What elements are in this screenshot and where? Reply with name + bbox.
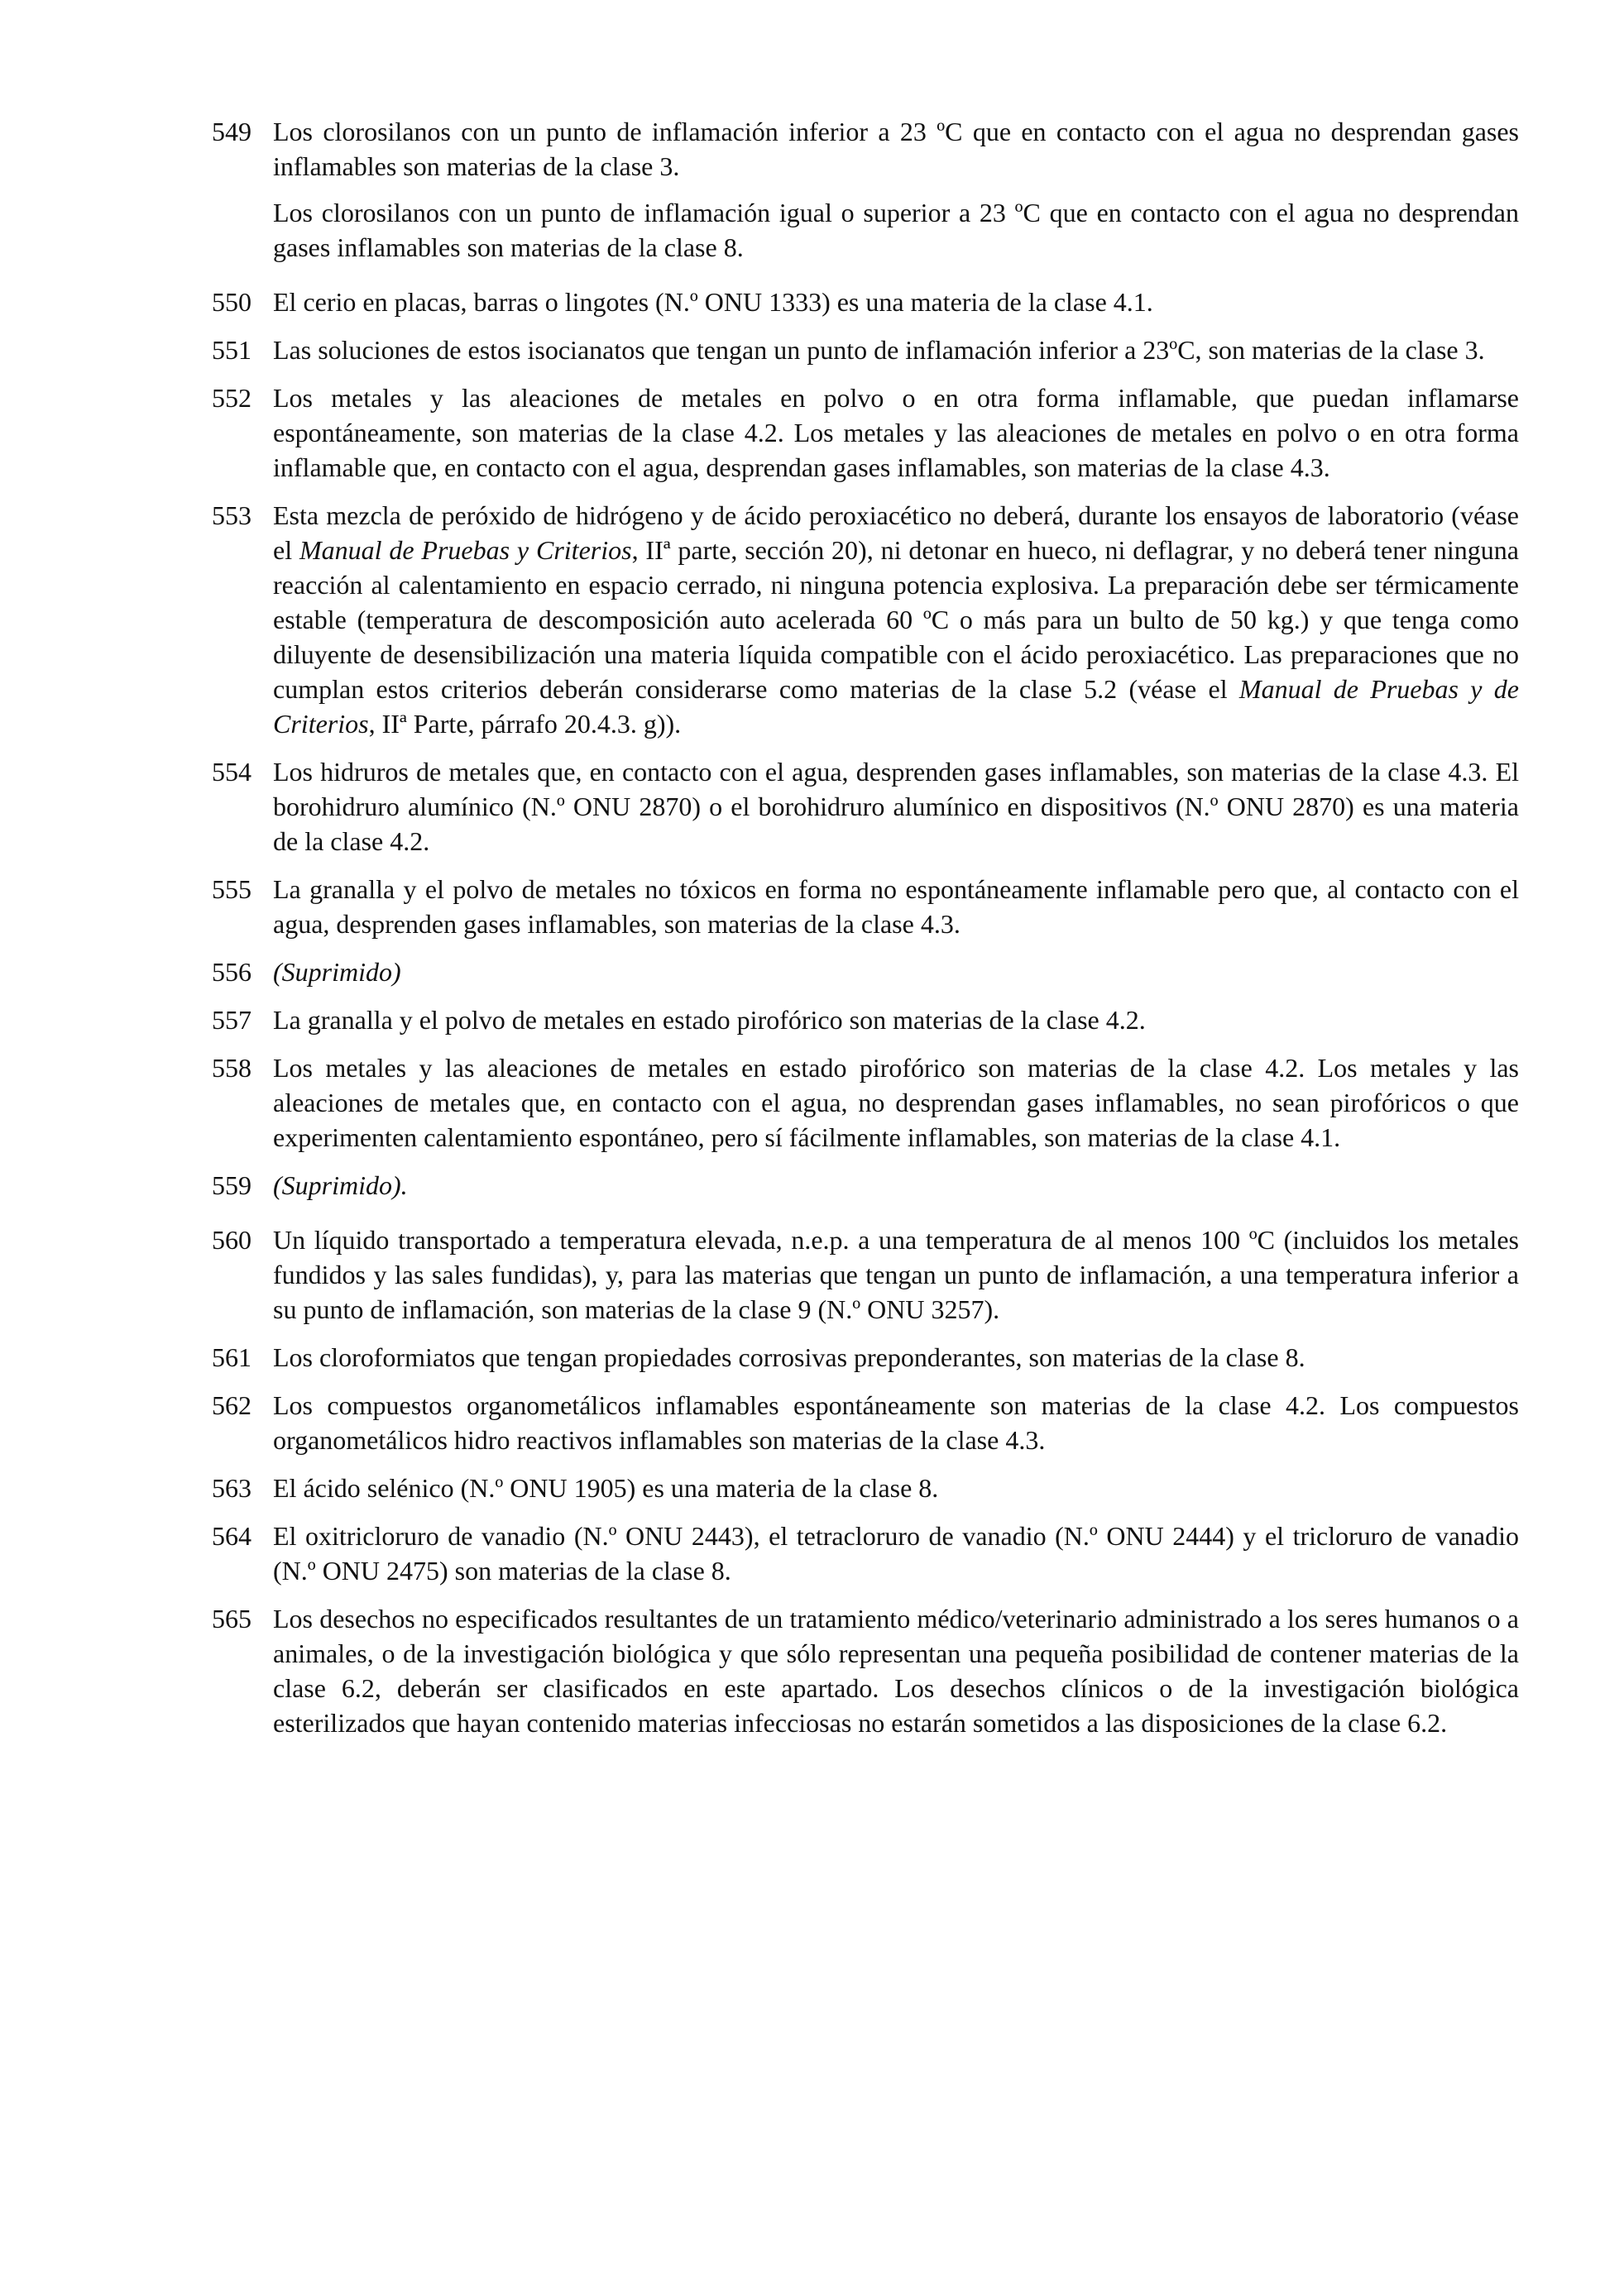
paragraph-text: La granalla y el polvo de metales no tóxicos en forma no espontáneamente inflamable pero que, al contacto con el agua, desprenden gases inflamables, son materias de la clase 4.3.: [273, 874, 1519, 939]
provision-paragraph: [273, 380, 1519, 485]
provision-number: 556: [212, 957, 252, 987]
provision-number: 561: [212, 1342, 252, 1372]
provision-556: [212, 954, 1519, 989]
provision-number: 554: [212, 757, 252, 787]
paragraph-text: Los desechos no especificados resultantes de un tratamiento médico/veterinario administrado a los seres humanos o a animales, o de la investigación biológica y que sólo representan una pequeña posibilidad de contener materias de la clase 6.2, deberán ser clasificados en este apartado. Los desechos clínicos o de la investigación biológica esterilizados que hayan contenido materias infecciosas no estarán sometidos a las disposiciones de la clase 6.2.: [273, 1604, 1519, 1738]
italic-text: (Suprimido).: [273, 1170, 408, 1200]
provision-550: [212, 285, 1519, 319]
provision-553: [212, 498, 1519, 741]
provision-number: 553: [212, 500, 252, 530]
provision-paragraph: [273, 285, 1519, 319]
paragraph-text: Un líquido transportado a temperatura elevada, n.e.p. a una temperatura de al menos 100 ºC (incluidos los metales fundidos y las sales fundidas), y, para las materias que tengan un punto de inflamación, a una temperatura inferior a su punto de inflamación, son materias de la clase 9 (N.º ONU 3257).: [273, 1225, 1519, 1324]
provision-552: [212, 380, 1519, 485]
provision-paragraph: [273, 1519, 1519, 1588]
provision-557: [212, 1002, 1519, 1037]
provision-562: [212, 1388, 1519, 1457]
paragraph-text: Los hidruros de metales que, en contacto con el agua, desprenden gases inflamables, son materias de la clase 4.3. El borohidruro alumínico (N.º ONU 2870) o el borohidruro alumínico en dispositivos (N.º ONU 2870) es una materia de la clase 4.2.: [273, 757, 1519, 856]
paragraph-text: Los clorosilanos con un punto de inflamación igual o superior a 23 ºC que en contacto con el agua no desprendan gases inflamables son materias de la clase 8.: [273, 198, 1519, 262]
paragraph-text: Los clorosilanos con un punto de inflamación inferior a 23 ºC que en contacto con el agua no desprendan gases inflamables son materias de la clase 3.: [273, 117, 1519, 181]
paragraph-text: Las soluciones de estos isocianatos que tengan un punto de inflamación inferior a 23ºC, son materias de la clase 3.: [273, 335, 1485, 365]
provision-paragraph: [273, 498, 1519, 741]
provision-paragraph: [273, 1471, 1519, 1505]
provision-number: 549: [212, 117, 252, 146]
provision-number: 550: [212, 287, 252, 317]
italic-text: Manual de Pruebas y de Criterios: [273, 674, 1520, 739]
paragraph-text: Esta mezcla de peróxido de hidrógeno y de ácido peroxiacético no deberá, durante los ensayos de laboratorio (véase el: [273, 500, 1519, 565]
provision-paragraph: [273, 332, 1519, 367]
provision-paragraph: [273, 754, 1519, 859]
provision-564: [212, 1519, 1519, 1588]
provision-number: 560: [212, 1225, 252, 1255]
provision-555: [212, 872, 1519, 941]
provision-paragraph: [273, 1050, 1519, 1155]
provision-563: [212, 1471, 1519, 1505]
paragraph-text: , IIª parte, sección 20), ni detonar en hueco, ni deflagrar, y no deberá tener ninguna reacción al calentamiento en espacio cerrado, ni ninguna potencia explosiva. La preparación debe ser térmicamente estable (temperatura de descomposición auto acelerada 60 ºC o más para un bulto de 50 kg.) y que tenga como diluyente de desensibilización una materia líquida compatible con el ácido peroxiacético. Las preparaciones que no cumplan estos criterios deberán considerarse como materias de la clase 5.2 (véase el: [273, 535, 1520, 704]
paragraph-text: , IIª Parte, párrafo 20.4.3. g)).: [368, 709, 682, 739]
provision-561: [212, 1340, 1519, 1375]
provision-number: 562: [212, 1390, 252, 1420]
paragraph-text: El cerio en placas, barras o lingotes (N.º ONU 1333) es una materia de la clase 4.1.: [273, 287, 1153, 317]
provision-paragraph: [273, 114, 1519, 184]
paragraph-text: La granalla y el polvo de metales en estado pirofórico son materias de la clase 4.2.: [273, 1005, 1146, 1035]
provision-549: [212, 114, 1519, 265]
provision-558: [212, 1050, 1519, 1155]
provision-paragraph: [273, 1222, 1519, 1327]
italic-text: Manual de Pruebas y Criterios: [299, 535, 632, 565]
provision-paragraph: [273, 954, 1519, 989]
provision-number: 551: [212, 335, 252, 365]
provision-paragraph: [273, 1168, 1519, 1203]
provision-560: [212, 1222, 1519, 1327]
paragraph-text: Los cloroformiatos que tengan propiedades corrosivas preponderantes, son materias de la clase 8.: [273, 1342, 1305, 1372]
provision-paragraph: [273, 1601, 1519, 1740]
provision-paragraph: [273, 872, 1519, 941]
provision-number: 552: [212, 383, 252, 413]
provision-number: 564: [212, 1521, 252, 1551]
provision-number: 559: [212, 1170, 252, 1200]
provision-number: 565: [212, 1604, 252, 1634]
provision-number: 557: [212, 1005, 252, 1035]
paragraph-text: Los metales y las aleaciones de metales en estado pirofórico son materias de la clase 4.2. Los metales y las aleaciones de metales que, en contacto con el agua, no desprendan gases inflamables, no sean pirofóricos o que experimenten calentamiento espontáneo, pero sí fácilmente inflamables, son materias de la clase 4.1.: [273, 1053, 1519, 1152]
provision-559: [212, 1168, 1519, 1203]
paragraph-text: Los compuestos organometálicos inflamables espontáneamente son materias de la clase 4.2. Los compuestos organometálicos hidro reactivos inflamables son materias de la clase 4.3.: [273, 1390, 1519, 1455]
provision-551: [212, 332, 1519, 367]
provision-565: [212, 1601, 1519, 1740]
provision-paragraph: [273, 1002, 1519, 1037]
paragraph-text: Los metales y las aleaciones de metales en polvo o en otra forma inflamable, que puedan inflamarse espontáneamente, son materias de la clase 4.2. Los metales y las aleaciones de metales en polvo o en otra forma inflamable que, en contacto con el agua, desprendan gases inflamables, son materias de la clase 4.3.: [273, 383, 1519, 482]
italic-text: (Suprimido): [273, 957, 401, 987]
provision-paragraph: [273, 1388, 1519, 1457]
provision-paragraph: [273, 195, 1519, 265]
provision-paragraph: [273, 1340, 1519, 1375]
paragraph-text: El oxitricloruro de vanadio (N.º ONU 2443), el tetracloruro de vanadio (N.º ONU 2444) y el tricloruro de vanadio (N.º ONU 2475) son materias de la clase 8.: [273, 1521, 1519, 1586]
paragraph-text: El ácido selénico (N.º ONU 1905) es una materia de la clase 8.: [273, 1473, 939, 1503]
provision-number: 555: [212, 874, 252, 904]
provision-554: [212, 754, 1519, 859]
provision-number: 563: [212, 1473, 252, 1503]
provision-number: 558: [212, 1053, 252, 1083]
special-provisions-list: [212, 114, 1519, 1753]
